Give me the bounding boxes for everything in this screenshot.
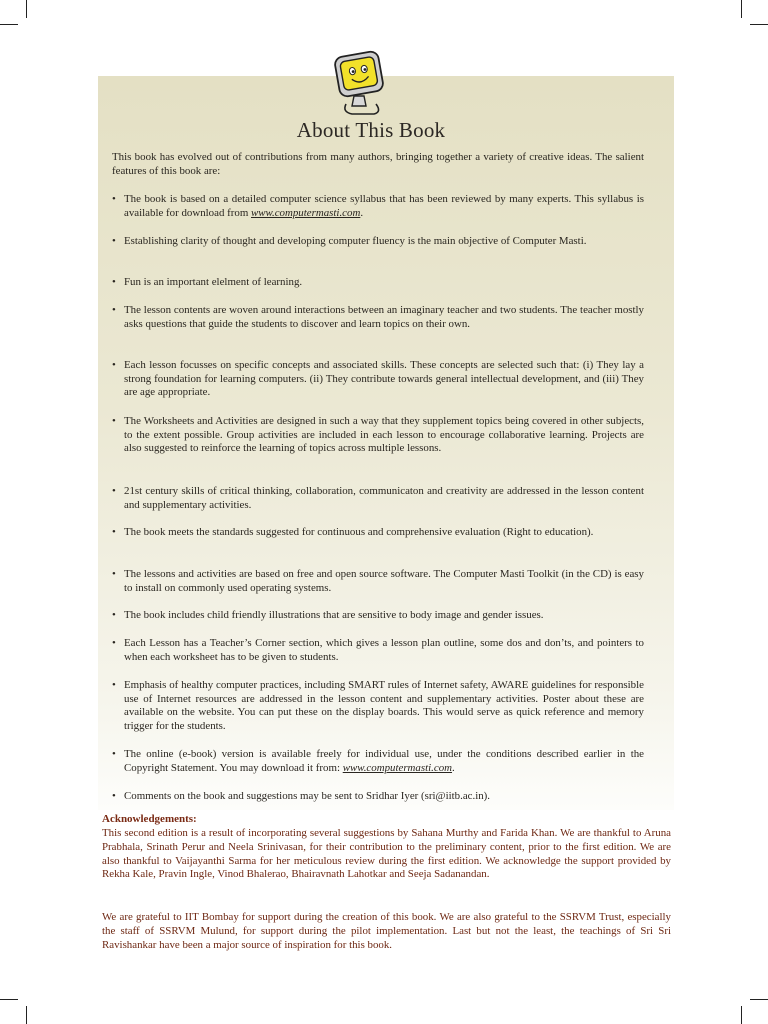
bullet-marker: • bbox=[112, 679, 116, 691]
crop-mark bbox=[750, 999, 768, 1000]
crop-mark bbox=[26, 0, 27, 18]
acknowledgements-paragraph: We are grateful to IIT Bombay for support during the creation of this book. We are also grateful to the SSRVM Trust, especially the staff of SSRVM Mulund, for support during the pilot implementation. Last but not the least, the teachings of Sri Sri Ravishankar have been a major source of inspiration for this book. bbox=[102, 911, 671, 951]
feature-text: The lesson contents are woven around interactions between an imaginary teacher and two students. The teacher mostly asks questions that guide the students to discover and learn topics on their own. bbox=[124, 304, 644, 330]
feature-item bbox=[112, 304, 644, 331]
bullet-marker: • bbox=[112, 485, 116, 497]
crop-mark bbox=[741, 0, 742, 18]
feature-text: Comments on the book and suggestions may be sent to Sridhar Iyer (sri@iitb.ac.in). bbox=[124, 790, 491, 802]
bullet-marker: • bbox=[112, 609, 116, 621]
feature-item bbox=[112, 193, 644, 220]
bullet-marker: • bbox=[112, 790, 116, 802]
crop-mark bbox=[0, 999, 18, 1000]
intro-paragraph: This book has evolved out of contributions from many authors, bringing together a variety of creative ideas. The salient features of this book are: bbox=[112, 151, 644, 177]
crop-mark bbox=[741, 1006, 742, 1024]
crop-mark bbox=[750, 24, 768, 25]
feature-item bbox=[112, 485, 644, 512]
feature-text-end: . bbox=[360, 206, 364, 219]
feature-item bbox=[112, 359, 644, 400]
bullet-marker: • bbox=[112, 193, 116, 205]
crop-mark bbox=[26, 1006, 27, 1024]
feature-text: Emphasis of healthy computer practices, including SMART rules of Internet safety, AWARE guidelines for responsible use of Internet resources are addressed in the lesson content and supplementary activities. Poster about these are available on the website. You can put these on the display boards. This would serve as quick reference and memory trigger for the students. bbox=[124, 679, 644, 732]
feature-text: Fun is an important elelment of learning. bbox=[124, 276, 303, 288]
feature-item bbox=[112, 526, 644, 540]
bullet-marker: • bbox=[112, 304, 116, 316]
website-link[interactable]: www.computermasti.com bbox=[251, 206, 361, 219]
bullet-marker: • bbox=[112, 637, 116, 649]
bullet-marker: • bbox=[112, 748, 116, 760]
feature-text-end: . bbox=[452, 761, 455, 774]
feature-item bbox=[112, 637, 644, 664]
feature-text: The book meets the standards suggested for continuous and comprehensive evaluation (Right to education). bbox=[124, 526, 594, 538]
crop-mark bbox=[0, 24, 18, 25]
bullet-marker: • bbox=[112, 415, 116, 427]
feature-text: Each lesson focusses on specific concepts and associated skills. These concepts are selected such that: (i) They lay a strong foundation for learning computers. (ii) They contribute towards general intellectual development, and (iii) They are age appropriate. bbox=[124, 359, 644, 399]
feature-text: The book is based on a detailed computer science syllabus that has been reviewed by many experts. This syllabus is available for download from bbox=[124, 193, 644, 219]
bullet-marker: • bbox=[112, 359, 116, 371]
feature-item bbox=[112, 679, 644, 733]
feature-item bbox=[112, 748, 644, 775]
feature-item bbox=[112, 609, 644, 623]
feature-item bbox=[112, 415, 644, 456]
feature-text: 21st century skills of critical thinking, collaboration, communicaton and creativity are addressed in the lesson content and supplementary activities. bbox=[124, 485, 644, 511]
feature-text: The lessons and activities are based on free and open source software. The Computer Masti Toolkit (in the CD) is easy to install on commonly used operating systems. bbox=[124, 568, 644, 594]
website-link[interactable]: www.computermasti.com bbox=[342, 761, 453, 774]
bullet-marker: • bbox=[112, 235, 116, 247]
page-title: About This Book bbox=[296, 118, 446, 142]
feature-item bbox=[112, 235, 644, 249]
feature-text: The Worksheets and Activities are designed in such a way that they supplement topics being covered in other subjects, to the extent possible. Group activities are included in each lesson to encourage collaborative learning. Projects are also suggested to reinforce the learning of topics across multiple lessons. bbox=[124, 415, 644, 455]
feature-text: The online (e-book) version is available freely for individual use, under the conditions described earlier in the Copyright Statement. You may download it from: bbox=[124, 748, 644, 774]
feature-text: Each Lesson has a Teacher’s Corner section, which gives a lesson plan outline, some dos and don’ts, and pointers to when each worksheet has to be given to students. bbox=[124, 637, 644, 663]
bullet-marker: • bbox=[112, 526, 116, 538]
computer-mascot-icon bbox=[332, 44, 386, 116]
feature-item bbox=[112, 790, 644, 804]
feature-text: The book includes child friendly illustrations that are sensitive to body image and gender issues. bbox=[124, 609, 544, 621]
bullet-marker: • bbox=[112, 276, 116, 288]
feature-text: Establishing clarity of thought and developing computer fluency is the main objective of Computer Masti. bbox=[124, 235, 587, 247]
bullet-marker: • bbox=[112, 568, 116, 580]
mascot-screen bbox=[340, 56, 379, 90]
feature-item bbox=[112, 568, 644, 595]
feature-item bbox=[112, 276, 644, 290]
acknowledgements-paragraph: This second edition is a result of incorporating several suggestions by Sahana Murthy and Farida Khan. We are thankful to Aruna Prabhala, Srinath Perur and Neela Srinivasan, for their contribution to the preliminary content, prior to the first edition. We are also thankful to Vaijayanthi Sarma for her meticulous review during the first edition. We acknowledge the support provided by Rekha Kale, Pravin Ingle, Vinod Bhalerao, Bhairavnath Lahotkar and Seeja Sadanandan. bbox=[102, 827, 671, 881]
acknowledgements-heading: Acknowledgements: bbox=[102, 813, 197, 825]
